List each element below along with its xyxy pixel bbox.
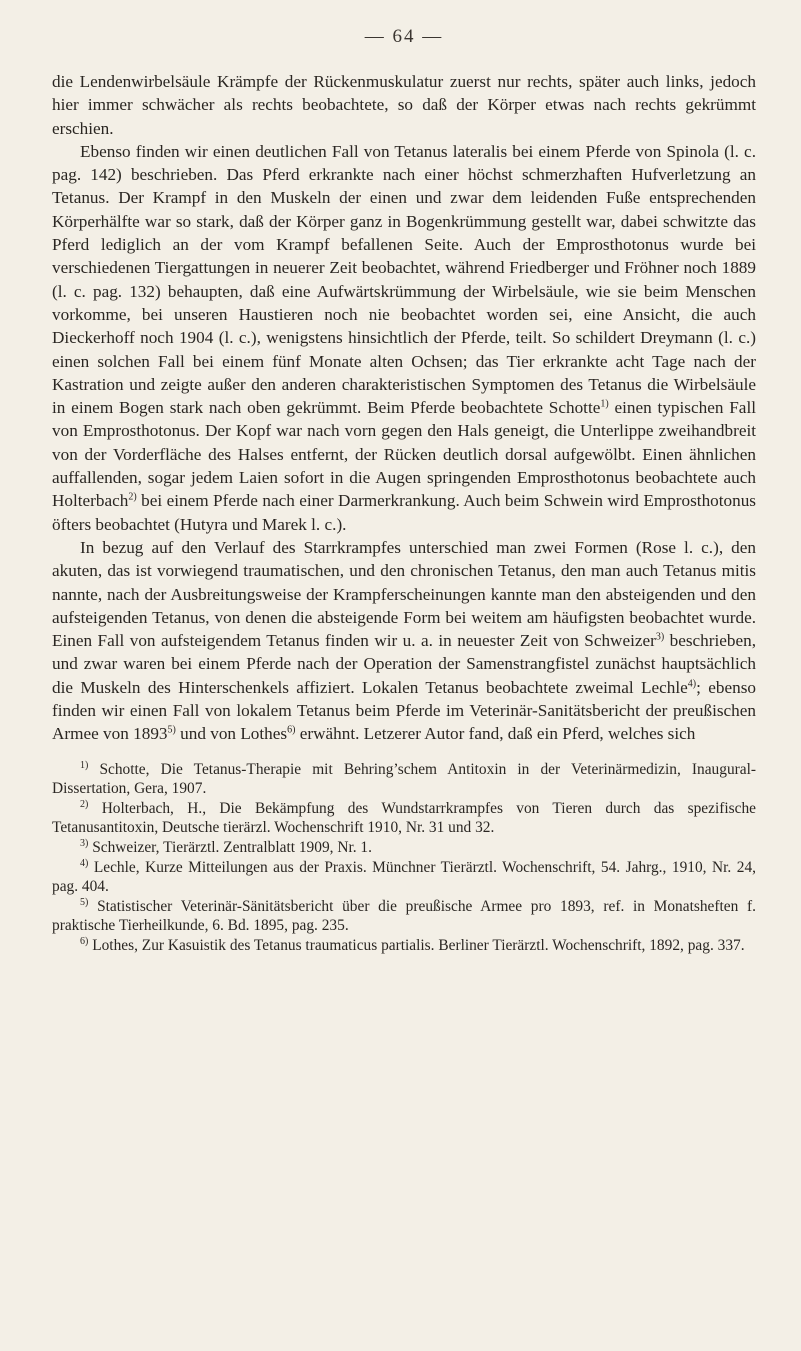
paragraph-text: und von Lothes (175, 724, 288, 744)
footnote-text: Schweizer, Tierärztl. Zentralblatt 1909, Nr. 1. (92, 838, 372, 856)
footnote-number: 2) (80, 798, 89, 810)
paragraph-text: erwähnt. Letzerer Autor fand, daß ein Pferd, welches sich (295, 724, 696, 744)
footnote-number: 1) (80, 759, 89, 771)
footnote (52, 838, 756, 858)
footnote (52, 897, 756, 936)
footnotes (52, 760, 756, 956)
body-text (52, 70, 756, 746)
paragraph-text: In bezug auf den Verlauf des Starrkrampfes unterschied man zwei Formen (Rose l. c.), den akuten, das ist vorwiegend traumatischen, und den chronischen Tetanus, den man auch Tetanus mitis nannte, nach der Ausbreitungsweise der Krampferscheinungen kannte man den absteigenden und den aufsteigenden Tetanus, von denen die absteigende Form bei weitem am häufigsten beobachtet wurde. Einen Fall von aufsteigendem Tetanus finden wir u. a. in neuester Zeit von Schweizer (52, 537, 756, 651)
paragraph (52, 140, 756, 536)
footnote (52, 760, 756, 799)
footnote-text: Lechle, Kurze Mitteilungen aus der Praxis. Münchner Tierärztl. Wochenschrift, 54. Jahrg., 1910, Nr. 24, pag. 404. (52, 858, 756, 896)
footnote (52, 799, 756, 838)
footnote-marker: 4) (687, 677, 697, 689)
footnote-marker: 3) (655, 631, 665, 643)
footnote-marker: 5) (167, 724, 176, 736)
footnote (52, 936, 756, 956)
footnote-text: Schotte, Die Tetanus-Therapie mit Behring’schem Antitoxin in der Veterinärmedizin, Inaugural-Dissertation, Gera, 1907. (52, 760, 756, 798)
footnote-number: 4) (80, 857, 89, 869)
footnote-number: 5) (80, 896, 89, 908)
paragraph-text: ; ebenso finden wir einen Fall von lokalem Tetanus beim Pferde im Veterinär-Sanitätsbericht der preußischen Armee von 1893 (52, 677, 756, 744)
paragraph-text: die Lendenwirbelsäule Krämpfe der Rückenmuskulatur zuerst nur rechts, später auch links, jedoch hier immer schwächer als rechts beobachtete, so daß der Körper etwas nach rechts gekrümmt erschien. (52, 72, 756, 138)
paragraph (52, 70, 756, 140)
footnote-number: 3) (80, 837, 89, 849)
paragraph-text: einen typischen Fall von Emprosthotonus. Der Kopf war nach vorn gegen den Hals geneigt, die Unterlippe zweihandbreit von der Vorderfläche des Halses entfernt, der Rücken deutlich dorsal aufgewölbt. Einen ähnlichen auffallenden, sogar jedem Laien sofort in die Augen springenden Emprosthotonus beobachtete auch Holterbach (52, 398, 756, 511)
footnote-marker: 6) (287, 724, 296, 736)
page-number: — 64 — (364, 26, 444, 47)
footnote-number: 6) (80, 935, 89, 947)
footnote-marker: 1) (600, 398, 609, 410)
paragraph-text: beschrieben, und zwar waren bei einem Pferde nach der Operation der Samenstrangfistel zunächst hauptsächlich die Muskeln des Hinterschenkels affiziert. Lokalen Tetanus beobachtete zweimal Lechle (52, 631, 757, 697)
footnote-marker: 2) (128, 491, 137, 503)
paragraph-text: bei einem Pferde nach einer Darmerkrankung. Auch beim Schwein wird Emprosthotonus öfters beobachtet (Hutyra und Marek l. c.). (52, 491, 756, 534)
footnote-text: Statistischer Veterinär-Sänitätsbericht über die preußische Armee pro 1893, ref. in Monatsheften f. praktische Tierheilkunde, 6. Bd. 1895, pag. 235. (52, 897, 756, 935)
paragraph-text: Ebenso finden wir einen deutlichen Fall von Tetanus lateralis bei einem Pferde von Spinola (l. c. pag. 142) beschrieben. Das Pferd erkrankte nach einer höchst schmerzhaften Hufverletzung an Tetanus. Der Krampf in den Muskeln der einen und zwar dem leidenden Fuße entsprechenden Körperhälfte war so stark, daß der Körper ganz in Bogenkrümmung gestellt war, dabei schwitzte das Pferd lediglich an der vom Krampf befallenen Seite. Auch der Emprosthotonus wurde bei verschiedenen Tiergattungen in neuerer Zeit beobachtet, während Friedberger und Fröhner noch 1889 (l. c. pag. 132) behaupten, daß eine Aufwärtskrümmung der Wirbelsäule, wie sie beim Menschen vorkomme, bei unseren Haustieren noch nie beobachtet worden sei, eine Ansicht, die auch Dieckerhoff noch 1904 (l. c.), wenigstens hinsichtlich der Pferde, teilt. So schildert Dreymann (l. c.) einen solchen Fall bei einem fünf Monate alten Ochsen; das Tier erkrankte acht Tage nach der Kastration und zeigte außer den anderen charakteristischen Symptomen des Tetanus die Wirbelsäule in einem Bogen stark nach oben gekrümmt. Beim Pferde beobachtete Schotte (52, 141, 756, 418)
paragraph (52, 536, 756, 746)
footnote-text: Lothes, Zur Kasuistik des Tetanus traumaticus partialis. Berliner Tierärztl. Wochenschrift, 1892, pag. 337. (92, 936, 745, 954)
footnote-text: Holterbach, H., Die Bekämpfung des Wundstarrkrampfes von Tieren durch das spezifische Tetanusantitoxin, Deutsche tierärzl. Wochenschrift 1910, Nr. 31 und 32. (52, 799, 756, 837)
document-page (52, 26, 756, 956)
footnote (52, 858, 756, 897)
